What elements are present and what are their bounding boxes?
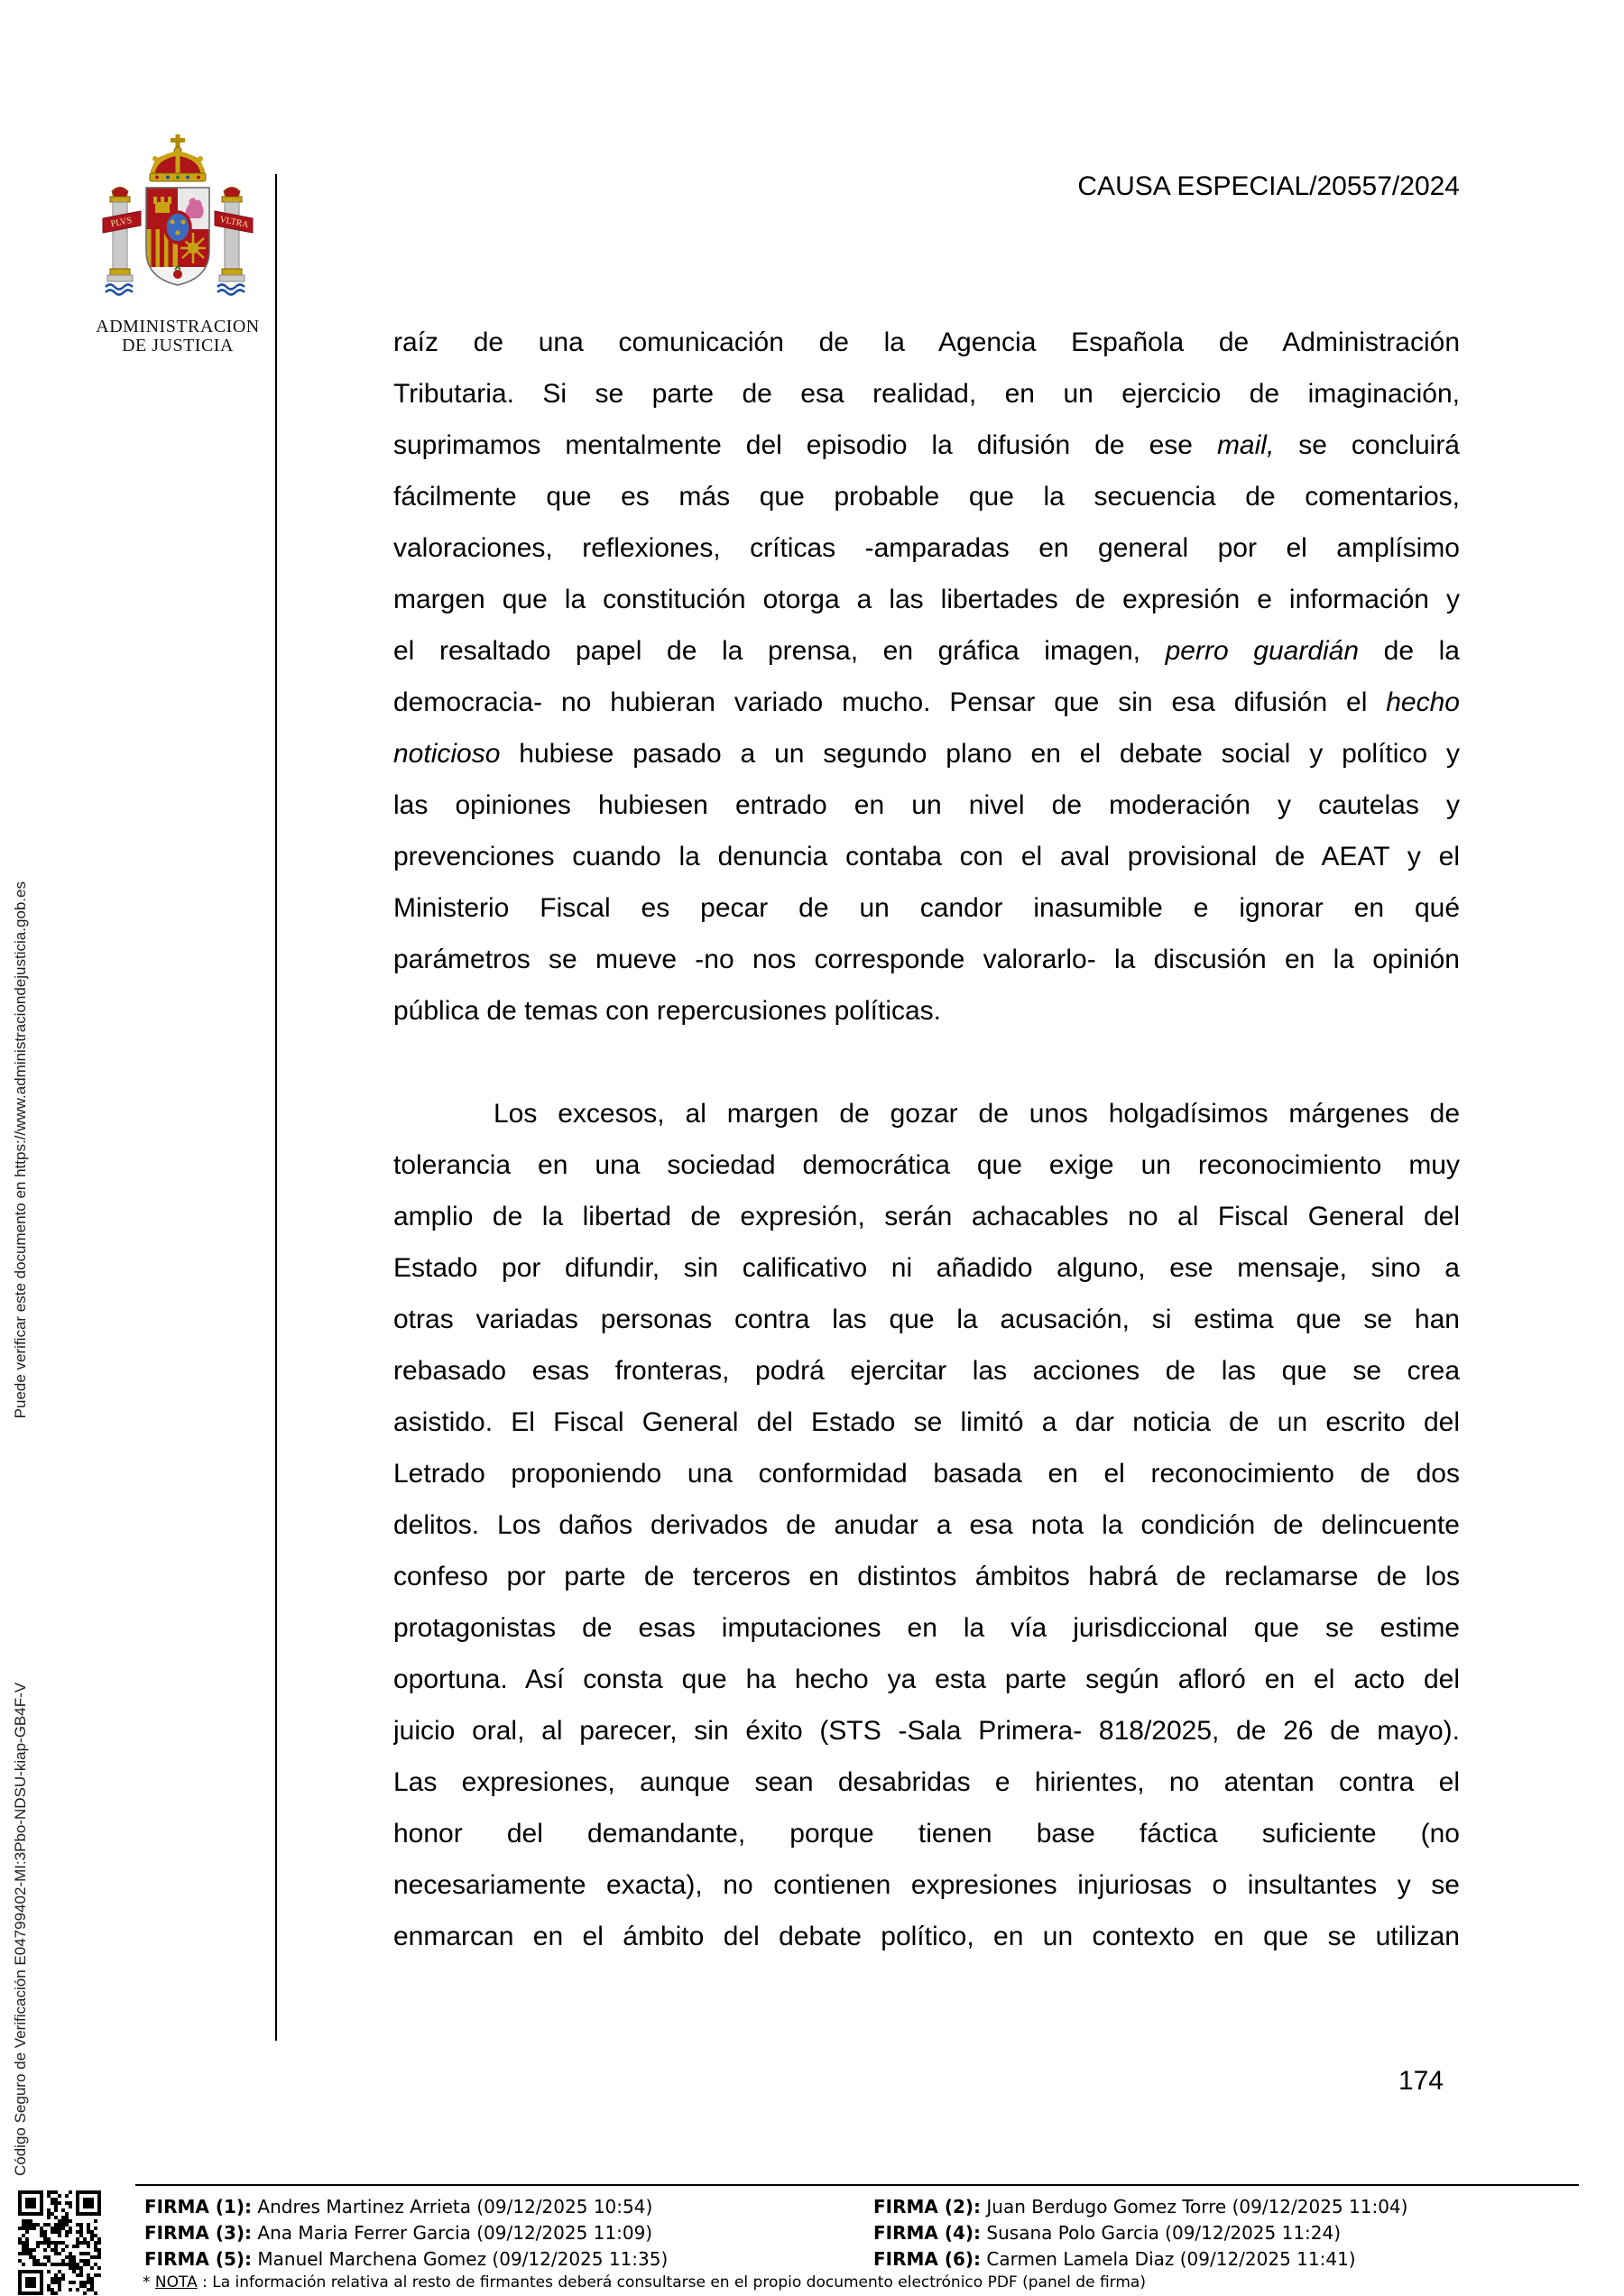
text-line: rebasado esas fronteras, podrá ejercitar las acciones de las que se crea xyxy=(393,1356,1460,1386)
text-line: suprimamos mentalmente del episodio la difusión de ese mail, se concluirá xyxy=(393,430,1460,460)
text-line: Estado por difundir, sin calificativo ni añadido alguno, ese mensaje, sino a xyxy=(393,1253,1460,1283)
paragraph xyxy=(393,317,1460,1037)
text-line: protagonistas de esas imputaciones en la vía jurisdiccional que se estime xyxy=(393,1613,1460,1643)
spain-coat-of-arms-icon xyxy=(101,132,254,317)
text-line: otras variadas personas contra las que la acusación, si estima que se han xyxy=(393,1305,1460,1334)
signature-row xyxy=(144,2194,668,2220)
note-label: NOTA xyxy=(154,2273,198,2291)
text-line: margen que la constitución otorga a las libertades de expresión e información y xyxy=(393,585,1460,614)
bourbon-oval xyxy=(165,212,190,243)
motto-ribbon-left xyxy=(103,211,141,233)
text-line: prevenciones cuando la denuncia contaba con el aval provisional de AEAT y el xyxy=(393,842,1460,871)
motto-left-text: PLVS xyxy=(109,215,134,230)
pillar-left xyxy=(106,188,133,295)
signature-label: FIRMA (2): xyxy=(873,2196,982,2218)
text-line: juicio oral, al parecer, sin éxito (STS -Sala Primera- 818/2025, de 26 de mayo). xyxy=(393,1716,1460,1746)
signature-value: Susana Polo Garcia (09/12/2025 11:24) xyxy=(981,2222,1342,2244)
qr-code xyxy=(18,2190,101,2296)
text-line: democracia- no hubieran variado mucho. Pensar que sin esa difusión el hecho xyxy=(393,687,1460,717)
text-line: Letrado proponiendo una conformidad basada en el reconocimiento de dos xyxy=(393,1459,1460,1489)
verify-url-text: Puede verificar este documento en https://www.administraciondejusticia.gob.es xyxy=(12,881,29,1419)
text-line: Las expresiones, aunque sean desabridas e hirientes, no atentan contra el xyxy=(393,1767,1460,1797)
text-line: enmarcan en el ámbito del debate político, en un contexto en que se utilizan xyxy=(393,1922,1460,1951)
note-star: * xyxy=(143,2273,155,2291)
signature-value: Juan Berdugo Gomez Torre (09/12/2025 11:04) xyxy=(981,2196,1408,2218)
text-line: noticioso hubiese pasado a un segundo plano en el debate social y político y xyxy=(393,739,1460,769)
signature-label: FIRMA (6): xyxy=(873,2248,982,2270)
text-line: honor del demandante, porque tienen base fáctica suficiente (no xyxy=(393,1819,1460,1849)
castle-charge xyxy=(153,197,171,213)
motto-right-text: VLTRA xyxy=(218,215,250,231)
signature-row xyxy=(873,2220,1407,2246)
signature-column-left xyxy=(144,2194,668,2273)
org-name-line1: ADMINISTRACION xyxy=(96,317,260,337)
csv-code-text: Código Seguro de Verificación E04799402-MI:3Pbo-NDSU-kiap-GB4F-V xyxy=(12,1682,29,2176)
text-line: confeso por parte de terceros en distintos ámbitos habrá de reclamarse de los xyxy=(393,1562,1460,1591)
signature-column-right xyxy=(873,2194,1407,2273)
note-text: : La información relativa al resto de firmantes deberá consultarse en el propio documento electrónico PDF (panel de firma) xyxy=(197,2273,1146,2291)
text-line: delitos. Los daños derivados de anudar a esa nota la condición de delincuente xyxy=(393,1510,1460,1540)
signature-note xyxy=(143,2273,1146,2291)
page-number: 174 xyxy=(1398,2066,1444,2096)
signature-label: FIRMA (5): xyxy=(144,2248,253,2270)
text-line: Los excesos, al margen de gozar de unos holgadísimos márgenes de xyxy=(494,1099,1460,1129)
signature-separator xyxy=(135,2184,1579,2186)
signature-row xyxy=(873,2194,1407,2220)
pillar-right xyxy=(217,188,245,295)
text-line: tolerancia en una sociedad democrática que exige un reconocimiento muy xyxy=(393,1150,1460,1180)
crown xyxy=(150,134,206,181)
case-number: CAUSA ESPECIAL/20557/2024 xyxy=(1077,171,1460,201)
text-line: asistido. El Fiscal General del Estado se limitó a dar noticia de un escrito del xyxy=(393,1407,1460,1437)
text-line: amplio de la libertad de expresión, serán achacables no al Fiscal General del xyxy=(393,1202,1460,1231)
signature-value: Carmen Lamela Diaz (09/12/2025 11:41) xyxy=(981,2248,1356,2270)
content-divider xyxy=(275,174,277,2041)
text-line: pública de temas con repercusiones políticas. xyxy=(393,996,942,1026)
document-body xyxy=(393,317,1460,1962)
text-line: Ministerio Fiscal es pecar de un candor inasumible e ignorar en qué xyxy=(393,893,1460,923)
signature-value: Andres Martinez Arrieta (09/12/2025 10:54) xyxy=(252,2196,653,2218)
text-line: las opiniones hubiesen entrado en un nivel de moderación y cautelas y xyxy=(393,790,1460,820)
signature-label: FIRMA (4): xyxy=(873,2222,982,2244)
signature-value: Manuel Marchena Gomez (09/12/2025 11:35) xyxy=(252,2248,669,2270)
text-line: raíz de una comunicación de la Agencia Española de Administración xyxy=(393,327,1460,357)
vertical-csv-strip xyxy=(11,881,30,2176)
text-line: necesariamente exacta), no contienen expresiones injuriosas o insultantes y se xyxy=(393,1870,1460,1900)
signature-row xyxy=(144,2246,668,2273)
text-line: valoraciones, reflexiones, críticas -amparadas en general por el amplísimo xyxy=(393,533,1460,563)
org-name xyxy=(65,318,291,355)
signature-row xyxy=(873,2246,1407,2273)
signature-row xyxy=(144,2220,668,2246)
signature-label: FIRMA (1): xyxy=(144,2196,253,2218)
paragraph xyxy=(393,1088,1460,1962)
pomegranate-charge xyxy=(173,270,182,279)
org-name-line2: DE JUSTICIA xyxy=(122,336,234,355)
text-line: Tributaria. Si se parte de esa realidad, en un ejercicio de imaginación, xyxy=(393,379,1460,409)
signature-label: FIRMA (3): xyxy=(144,2222,253,2244)
text-line: el resaltado papel de la prensa, en gráfica imagen, perro guardián de la xyxy=(393,636,1460,666)
text-line: oportuna. Así consta que ha hecho ya esta parte según afloró en el acto del xyxy=(393,1664,1460,1694)
text-line: parámetros se mueve -no nos corresponde valorarlo- la discusión en la opinión xyxy=(393,945,1460,974)
text-line: fácilmente que es más que probable que la secuencia de comentarios, xyxy=(393,482,1460,512)
motto-ribbon-right xyxy=(215,211,253,233)
signature-value: Ana Maria Ferrer Garcia (09/12/2025 11:09) xyxy=(252,2222,653,2244)
